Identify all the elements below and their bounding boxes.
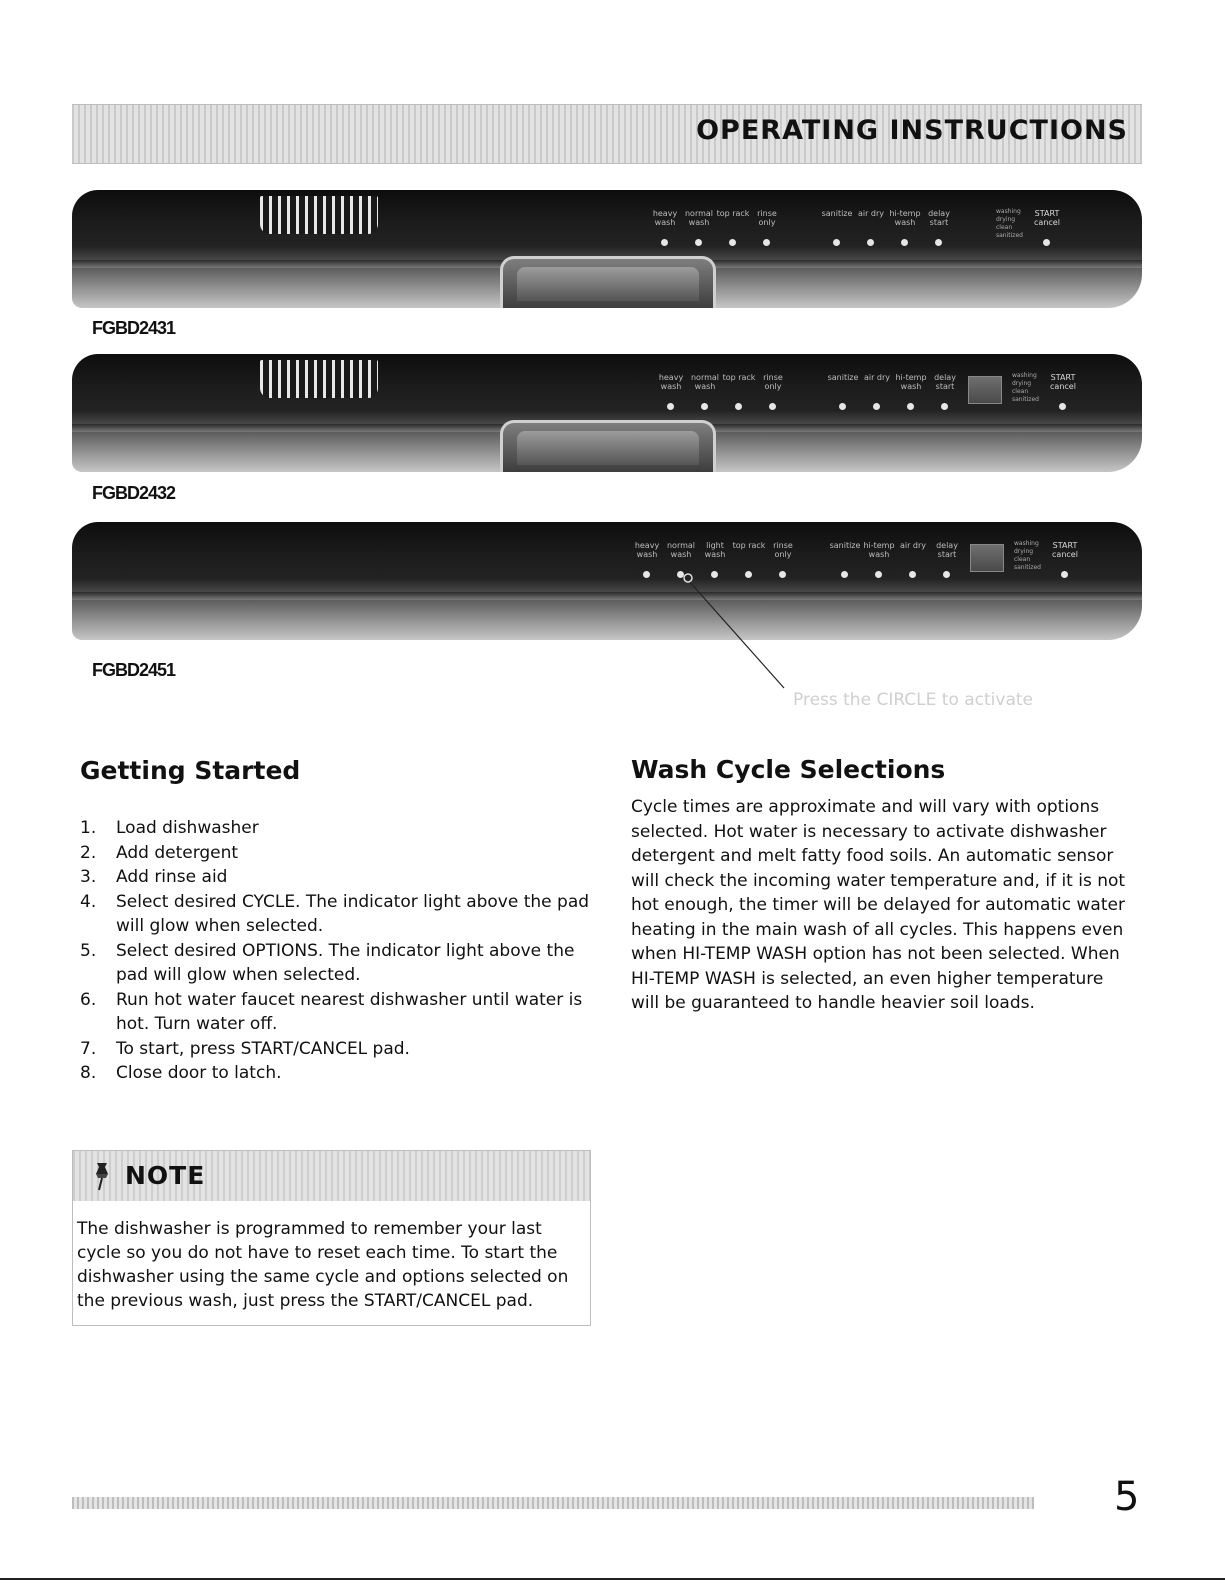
timer-display <box>970 544 1004 572</box>
cycle-pad: light wash <box>698 538 732 580</box>
wash-cycle-heading: Wash Cycle Selections <box>631 755 946 784</box>
door-handle <box>500 420 716 472</box>
option-pad: delay start <box>922 206 956 248</box>
cycle-pad: normal wash <box>664 538 698 580</box>
pushpin-icon <box>91 1161 113 1191</box>
status-lights: washing drying clean sanitized <box>1014 540 1041 571</box>
status-lights: washing drying clean sanitized <box>1012 372 1039 403</box>
page-number: 5 <box>1114 1474 1140 1520</box>
cycle-pad: heavy wash <box>630 538 664 580</box>
list-item: 2. Add detergent <box>80 842 239 863</box>
control-pads <box>648 206 1064 248</box>
vent-grille <box>260 196 378 234</box>
cycle-pad: top rack <box>722 370 756 412</box>
list-item: 1. Load dishwasher <box>80 818 259 838</box>
status-lights: washing drying clean sanitized <box>996 208 1023 239</box>
option-pad: sanitize <box>826 370 860 412</box>
wash-cycle-paragraph: Cycle times are approximate and will vary with options selected. Hot water is necessary to activate dishwasher detergent and melt fatty food soils. An automatic sensor will check the incoming water temperature and, if it is not hot enough, the timer will be delayed for automatic water heating in the main wash of all cycles. This happens even when HI-TEMP WASH option has not been selected. When HI-TEMP WASH is selected, an even higher temperature will be guaranteed to handle heavier soil loads. <box>631 797 1126 1013</box>
control-panel-image <box>72 354 1142 472</box>
callout-text: Press the CIRCLE to activate <box>793 690 1034 710</box>
cycle-pad: normal wash <box>682 206 716 248</box>
door-handle <box>500 256 716 308</box>
timer-display <box>968 376 1002 404</box>
getting-started-steps <box>80 816 600 1086</box>
option-pad: air dry <box>854 206 888 248</box>
start-cancel-pad: START cancel <box>1030 206 1064 248</box>
control-panel-image <box>72 522 1142 640</box>
getting-started-heading: Getting Started <box>80 756 301 785</box>
list-item: 8. Close door to latch. <box>80 1063 282 1083</box>
footer-band <box>72 1497 1034 1509</box>
note-box <box>72 1150 591 1326</box>
model-label: FGBD2431 <box>92 318 176 338</box>
vent-grille <box>260 360 378 398</box>
model-label: FGBD2432 <box>92 483 176 503</box>
option-pad: hi-temp wash <box>894 370 928 412</box>
control-panel-image <box>72 190 1142 308</box>
section-header <box>72 104 1142 164</box>
note-header <box>73 1151 590 1201</box>
control-pads <box>654 370 1080 412</box>
model-label: FGBD2451 <box>92 660 176 680</box>
cycle-pad: top rack <box>732 538 766 580</box>
bottom-rule <box>0 1578 1225 1580</box>
option-pad: air dry <box>860 370 894 412</box>
cycle-pad: rinse only <box>766 538 800 580</box>
option-pad: sanitize <box>820 206 854 248</box>
option-pad: delay start <box>928 370 962 412</box>
list-item: 5. Select desired OPTIONS. The indicator light above the pad will glow when selected. <box>80 940 575 985</box>
page-title: OPERATING INSTRUCTIONS <box>696 115 1128 146</box>
option-pad: delay start <box>930 538 964 580</box>
control-pads <box>630 538 1082 580</box>
cycle-pad: rinse only <box>756 370 790 412</box>
option-pad: sanitize <box>828 538 862 580</box>
start-cancel-pad: START cancel <box>1048 538 1082 580</box>
list-item: 7. To start, press START/CANCEL pad. <box>80 1038 410 1059</box>
list-item: 3. Add rinse aid <box>80 867 228 887</box>
cycle-pad: heavy wash <box>654 370 688 412</box>
list-item: 6. Run hot water faucet nearest dishwasher until water is hot. Turn water off. <box>80 989 583 1034</box>
start-cancel-pad: START cancel <box>1046 370 1080 412</box>
note-title: NOTE <box>125 1161 206 1190</box>
note-text: The dishwasher is programmed to remember your last cycle so you do not have to reset each time. To start the dishwasher using the same cycle and options selected on the previous wash, just press the START/CANCEL pad. <box>77 1219 569 1311</box>
option-pad: hi-temp wash <box>862 538 896 580</box>
option-pad: hi-temp wash <box>888 206 922 248</box>
cycle-pad: top rack <box>716 206 750 248</box>
option-pad: air dry <box>896 538 930 580</box>
cycle-pad: heavy wash <box>648 206 682 248</box>
list-item: 4. Select desired CYCLE. The indicator light above the pad will glow when selected. <box>80 891 590 936</box>
cycle-pad: normal wash <box>688 370 722 412</box>
cycle-pad: rinse only <box>750 206 784 248</box>
